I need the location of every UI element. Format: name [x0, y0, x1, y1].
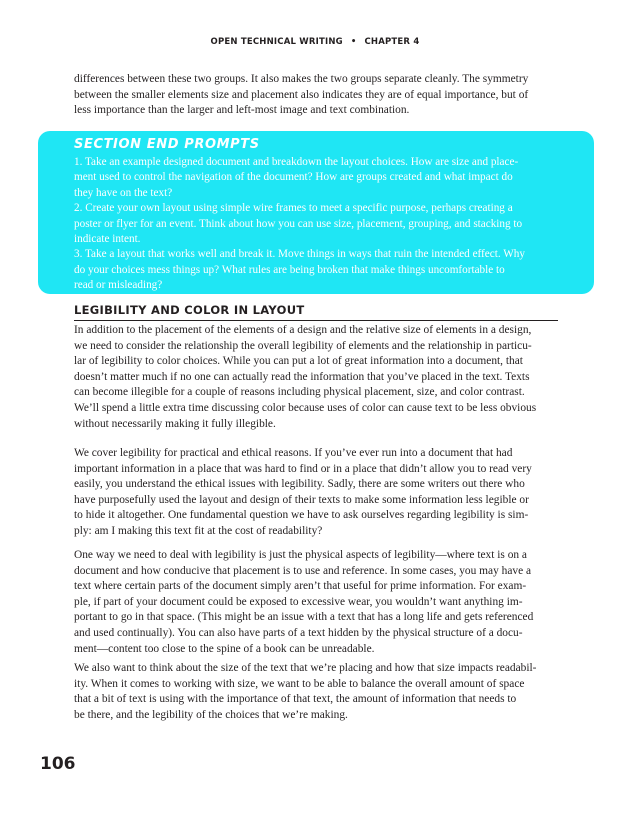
section-heading: LEGIBILITY AND COLOR IN LAYOUT [74, 303, 305, 317]
prompt-line: read or misleading? [74, 279, 163, 292]
prompts-title: SECTION END PROMPTS [74, 137, 260, 152]
prompt-line: ment used to control the navigation of the document? How are groups created and what impact do [74, 171, 513, 184]
prompt-line: 1. Take an example designed document and breakdown the layout choices. How are size and place- [74, 156, 519, 168]
body-line: ity. When it comes to working with size, we want to be able to balance the overall amount of space [74, 677, 525, 690]
intro-line: between the smaller elements size and placement also indicates they are of equal importance, but of [74, 88, 529, 101]
body-line: doesn’t matter much if no one can actually read the information that you’ve placed in the text. Texts [74, 370, 530, 383]
body-line: ment—content too close to the spine of a book can be unreadable. [74, 642, 375, 655]
intro-line: less importance than the larger and left-most image and text combination. [74, 104, 410, 117]
body-line: In addition to the placement of the elements of a design and the relative size of elements in a design, [74, 324, 532, 336]
body-line: we need to consider the relationship the overall legibility of elements and the relationship in particu- [74, 339, 532, 352]
body-line: One way we need to deal with legibility is just the physical aspects of legibility—where text is on a [74, 549, 527, 561]
body-line: We’ll spend a little extra time discussing color because uses of color can cause text to be less obvious [74, 401, 537, 414]
book-title: OPEN TECHNICAL WRITING [210, 37, 343, 47]
body-line: that a bit of text is using with the importance of that text, the amount of information that needs to [74, 693, 517, 706]
prompt-line: poster or flyer for an event. Think about how you can use size, placement, grouping, and stacking to [74, 217, 523, 230]
prompt-line: 2. Create your own layout using simple wire frames to meet a specific purpose, perhaps creating a [74, 202, 513, 215]
intro-line: differences between these two groups. It also makes the two groups separate cleanly. The symmetry [74, 73, 529, 85]
body-line: ply: am I making this text fit at the cost of readability? [74, 524, 323, 537]
body-line: lar of legibility to color choices. While you can put a lot of great information into a document, that [74, 355, 523, 368]
body-paragraph-4 [74, 661, 554, 723]
body-line: We also want to think about the size of the text that we’re placing and how that size impacts readabil- [74, 662, 537, 674]
body-paragraph-3 [74, 548, 554, 657]
body-line: text where certain parts of the document simply aren’t that useful for prime information. For exam- [74, 580, 527, 593]
body-line: without necessarily making it fully illegible. [74, 417, 276, 430]
chapter-label: CHAPTER 4 [364, 37, 420, 47]
body-line: to hide it altogether. One fundamental question we have to ask ourselves regarding legibility is sim- [74, 509, 529, 522]
body-paragraph-2 [74, 446, 554, 540]
body-line: portant to go in that space. (This might be an issue with a text that has a long life and gets referenced [74, 611, 534, 624]
body-line: have purposefully used the layout and design of their texts to make some information less legible or [74, 493, 529, 506]
body-line: ple, if part of your document could be exposed to excessive wear, you wouldn’t want anything im- [74, 595, 523, 608]
prompt-line: do your choices mess things up? What rules are being broken that make things uncomfortable to [74, 263, 505, 276]
body-line: document and how conducive that placement is to use and reference. In some cases, you may have a [74, 564, 532, 577]
header-separator: • [350, 37, 357, 47]
body-paragraph-1 [74, 323, 554, 432]
body-line: We cover legibility for practical and ethical reasons. If you’ve ever run into a document that had [74, 447, 513, 459]
body-line: important information in a place that was hard to find or in a place that didn’t allow you to read very [74, 462, 532, 475]
body-line: be there, and the legibility of the choices that we’re making. [74, 708, 348, 721]
prompts-list [74, 155, 564, 294]
running-header [0, 37, 630, 47]
body-line: easily, you understand the ethical issues with legibility. Sadly, there are some writers out there who [74, 478, 525, 491]
prompt-line: 3. Take a layout that works well and break it. Move things in ways that ruin the intended effect. Why [74, 248, 525, 261]
body-line: and used continually). You can also have parts of a text hidden by the physical structure of a docu- [74, 626, 523, 639]
prompt-line: indicate intent. [74, 233, 141, 246]
body-line: can become illegible for a couple of reasons including physical placement, size, and color contrast. [74, 386, 525, 399]
heading-divider [74, 320, 558, 321]
page-number: 106 [40, 754, 76, 774]
prompt-line: they have on the text? [74, 186, 173, 199]
intro-paragraph [74, 72, 554, 119]
